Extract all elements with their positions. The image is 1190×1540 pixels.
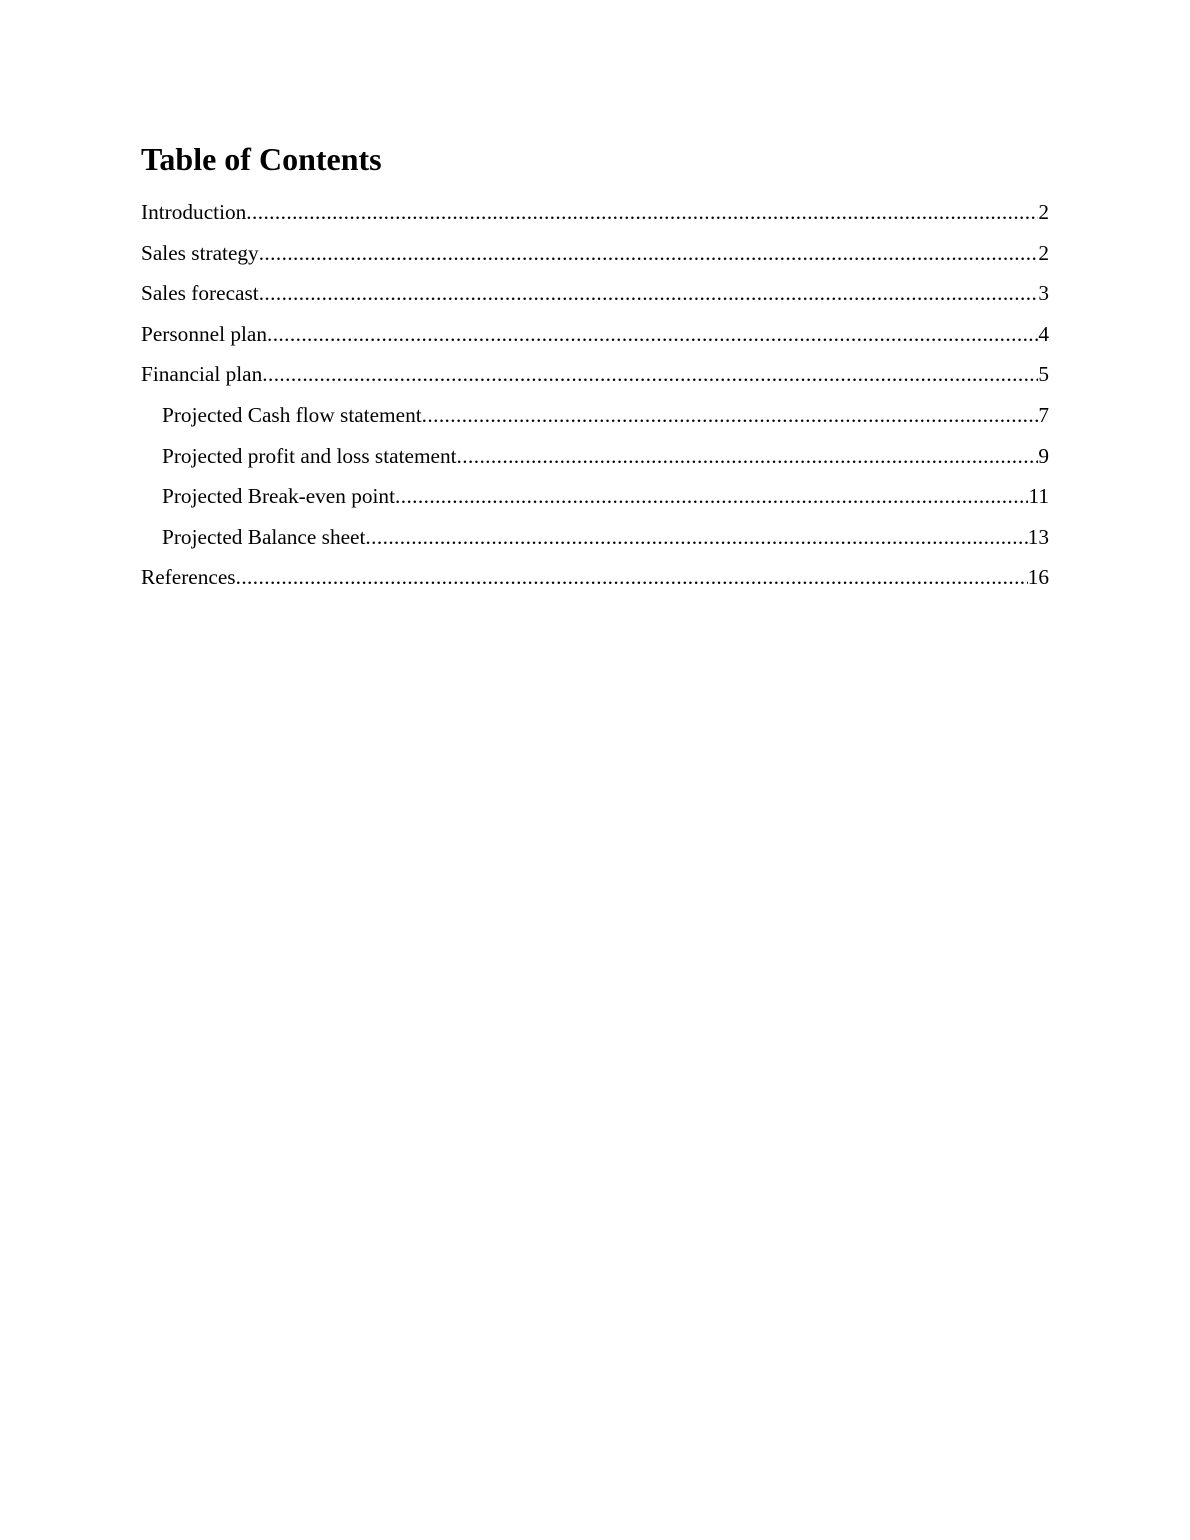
toc-dot-leader (395, 482, 1028, 510)
toc-entry-label: References (141, 565, 236, 590)
toc-entry-page: 13 (1027, 524, 1049, 549)
toc-entry-profit-and-loss-statement[interactable] (141, 442, 1049, 483)
toc-entry-page: 9 (1038, 443, 1049, 468)
toc-entry-page: 16 (1027, 565, 1049, 590)
toc-entry-label: Projected Balance sheet (162, 524, 366, 549)
toc-dot-leader (236, 563, 1028, 591)
toc-entry-page: 5 (1038, 362, 1049, 387)
toc-entry-financial-plan[interactable] (141, 360, 1049, 401)
toc-entry-page: 4 (1038, 321, 1049, 346)
toc-entry-label: Personnel plan (141, 321, 267, 346)
toc-entry-label: Financial plan (141, 362, 263, 387)
toc-dot-leader (457, 442, 1039, 470)
toc-entry-page: 2 (1038, 240, 1049, 265)
toc-dot-leader (422, 401, 1039, 429)
toc-entry-label: Sales strategy (141, 240, 259, 265)
toc-entry-references[interactable] (141, 563, 1049, 604)
toc-title: Table of Contents (141, 141, 382, 177)
toc-entry-cash-flow-statement[interactable] (141, 401, 1049, 442)
toc-entry-page: 2 (1038, 200, 1049, 224)
toc-dot-leader (365, 523, 1027, 551)
toc-dot-leader (262, 360, 1038, 388)
toc-entry-label: Projected Cash flow statement (162, 402, 422, 427)
toc-entry-label: Introduction (141, 200, 247, 224)
toc-entry-balance-sheet[interactable] (141, 523, 1049, 564)
toc-dot-leader (259, 279, 1039, 307)
toc-entry-personnel-plan[interactable] (141, 320, 1049, 361)
toc-entry-page: 11 (1028, 484, 1049, 509)
toc-entry-break-even-point[interactable] (141, 482, 1049, 523)
toc-entry-label: Sales forecast (141, 281, 259, 306)
toc-entry-page: 7 (1038, 402, 1049, 427)
toc-entry-page: 3 (1038, 281, 1049, 306)
toc-entry-sales-forecast[interactable] (141, 279, 1049, 320)
toc-entry-sales-strategy[interactable] (141, 239, 1049, 280)
toc-entry-introduction[interactable] (141, 198, 1049, 239)
table-of-contents (141, 138, 1049, 604)
toc-list (141, 198, 1049, 604)
toc-dot-leader (246, 198, 1038, 226)
toc-dot-leader (259, 239, 1039, 267)
toc-entry-label: Projected Break-even point (162, 484, 395, 509)
toc-entry-label: Projected profit and loss statement (162, 443, 457, 468)
toc-dot-leader (267, 320, 1038, 348)
